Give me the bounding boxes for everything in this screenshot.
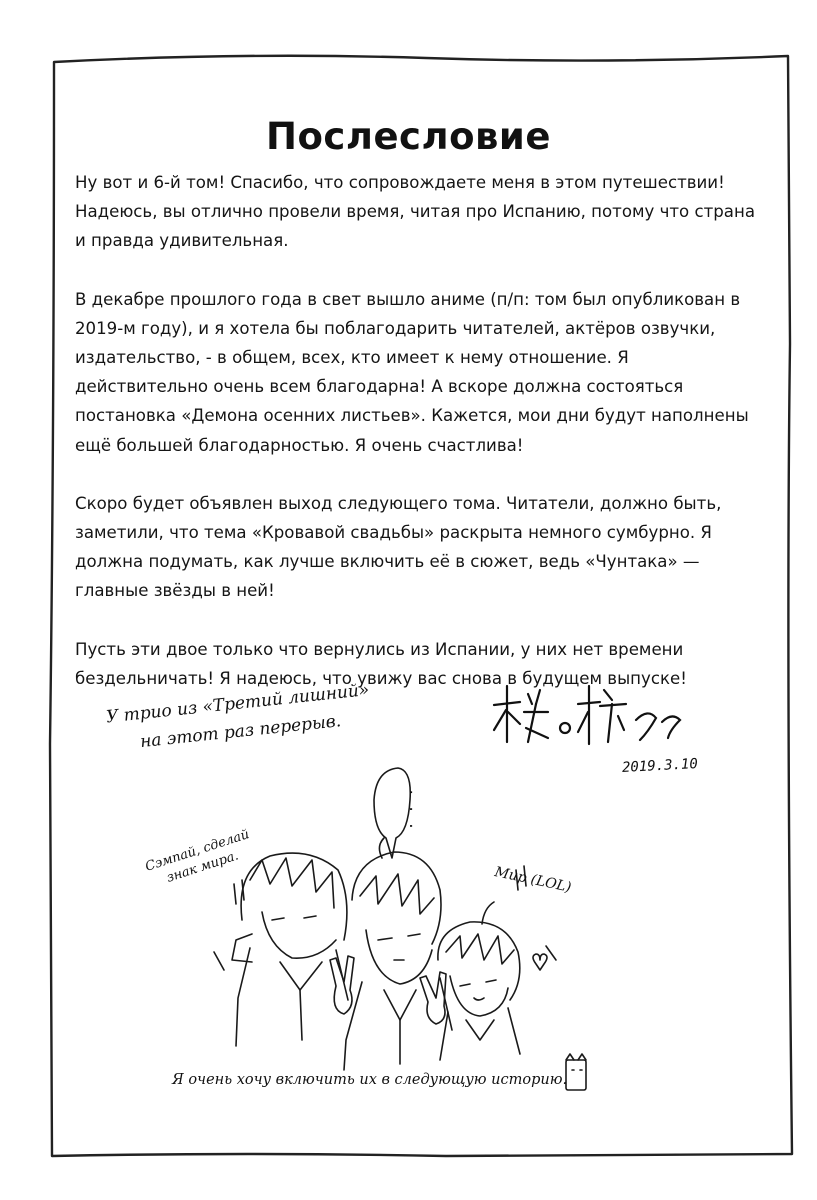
signature-date: 2019.3.10 [621, 756, 699, 776]
paragraph-3: Скоро будет объявлен выход следующего тома. Читатели, должно быть, заметили, что тема «Кровавой свадьбы» раскрыта немного сумбурно. Я должна подумать, как лучше включить её в сюжет, ведь «Чунтака» — главные звёзды в ней! [75, 493, 722, 601]
paragraph-2: В декабре прошлого года в свет вышло аниме (п/п: том был опубликован в 2019-м году), и я хотела бы поблагодарить читателей, актёров озвучки, издательство, - в общем, всех, кто имеет к нему отношение. Я действительно очень всем благодарна! А вскоре должна состояться постановка «Демона осенних листьев». Кажется, мои дни будут наполнены ещё большей благодарностью. Я очень счастлива! [75, 289, 749, 455]
trio-note: У трио из «Третий лишний» на этот раз перерыв. [105, 680, 371, 753]
afterword-body [75, 168, 767, 722]
paragraph-1: Ну вот и 6-й том! Спасибо, что сопровождаете меня в этом путешествии! Надеюсь, вы отлично провели время, читая про Испанию, потому что страна и правда удивительная. [75, 173, 755, 251]
sempai-note: Сэмпай, сделай знак мира. [143, 827, 252, 886]
speech-bubble-text: · · · [402, 788, 418, 831]
page-title: Послесловие [266, 114, 551, 158]
peace-note: Мир (LOL) [493, 864, 573, 896]
bottom-note: Я очень хочу включить их в следующую историю. [172, 1072, 568, 1088]
paragraph-4: Пусть эти двое только что вернулись из Испании, у них нет времени бездельничать! Я надеюсь, что увижу вас снова в будущем выпуске! [75, 639, 687, 688]
